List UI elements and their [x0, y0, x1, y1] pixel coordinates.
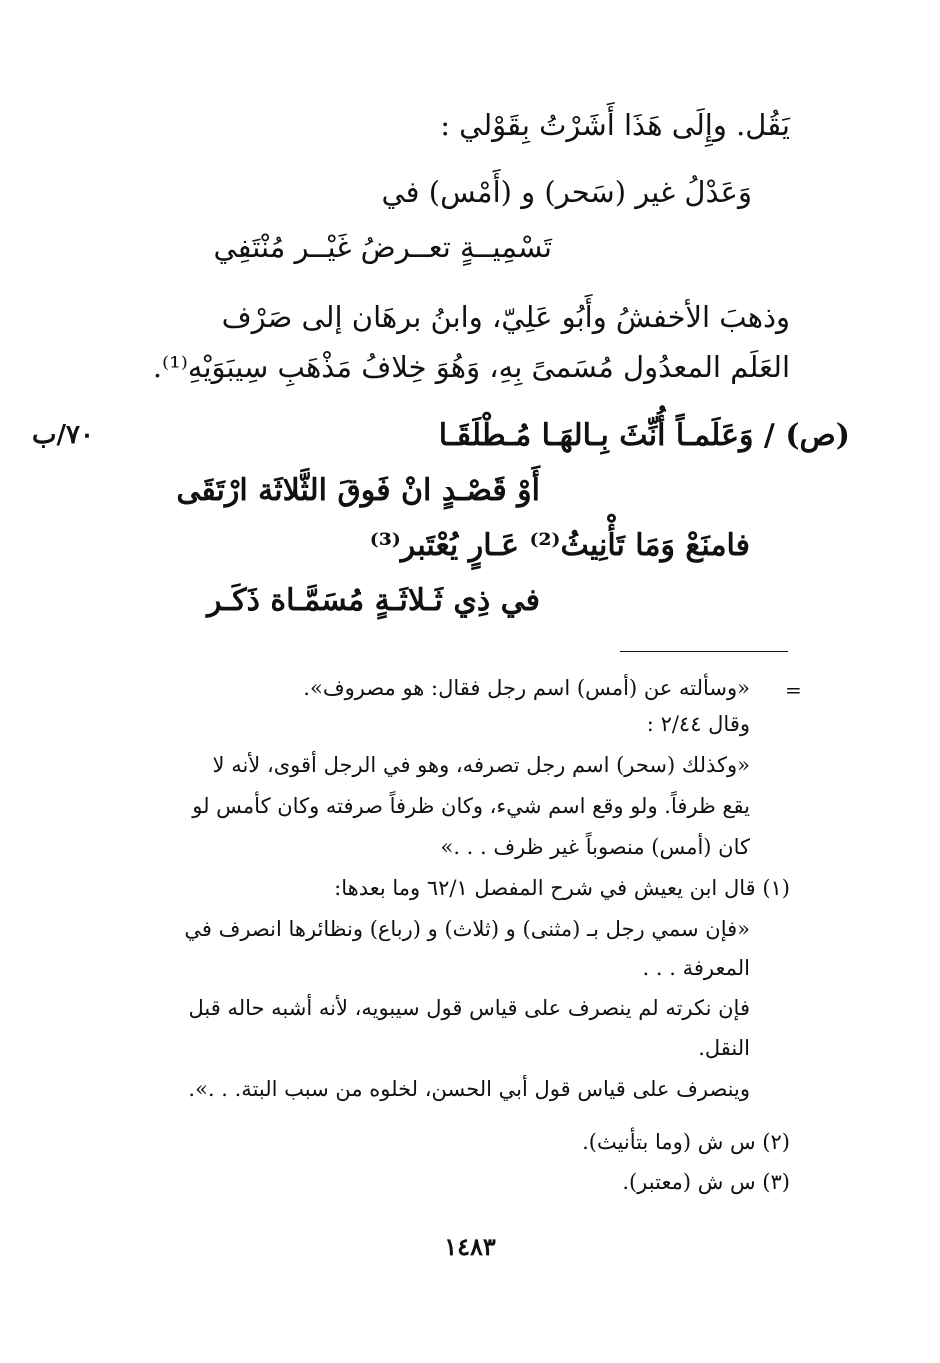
page-number: ١٤٨٣: [444, 1232, 496, 1261]
footnote-line-1: «وسألته عن (أمس) اسم رجل فقال: هو مصروف».: [303, 676, 750, 700]
body-paragraph-line-2: العَلَم المعدُول مُسَمىً بِهِ، وَهُوَ خِلافُ مَذْهَبِ سِيبَوَيْهِ⁽¹⁾.: [152, 350, 790, 384]
footnote-line-6: (١) قال ابن يعيش في شرح المفصل ٦٢/١ وما بعدها:: [334, 876, 790, 900]
verse-1-second-hemistich: تَسْمِيــةٍ تعــرضُ غَيْــر مُنْتَفِي: [213, 230, 552, 264]
verse-2-line-2: أَوْ قَصْـدٍ انْ فَوقَ الثَّلاثَة ارْتَقَى: [176, 473, 540, 508]
footnote-line-4: يقع ظرفاً. ولو وقع اسم شيء، وكان ظرفاً صرفته وكان كأمس لو: [192, 794, 750, 818]
folio-margin-note: ٧٠/ب: [32, 420, 94, 450]
verse-3-line-1: فامنَعْ وَمَا تَأْنِيثُ⁽²⁾ عَـارٍ يُعْتَبر⁽³⁾: [369, 528, 750, 563]
verse-1-first-hemistich: وَعَدْلُ غير (سَحر) و (أَمْس) في: [381, 175, 752, 209]
footnote-line-9: فإن نكرته لم ينصرف على قياس قول سيبويه، لأنه أشبه حاله قبل: [188, 996, 750, 1020]
verse-2-line-1: (ص) / وَعَلَمـاً أُنِّثَ بِـالهَـا مُـطْلَقَـا: [438, 418, 850, 453]
footnote-line-10: النقل.: [698, 1036, 750, 1060]
footnote-line-13: (٣) س ش (معتبر).: [622, 1170, 790, 1194]
footnote-line-3: «وكذلك (سحر) اسم رجل تصرفه، وهو في الرجل أقوى، لأنه لا: [212, 753, 750, 777]
verse-3-line-2: في ذِي ثَـلاثَـةٍ مُسَمَّـاة ذَكَـر: [206, 583, 540, 618]
footnote-line-8: المعرفة . . .: [642, 956, 750, 980]
footnote-line-12: (٢) س ش (وما بتأنيث).: [582, 1130, 790, 1154]
footnote-line-5: كان (أمس) منصوباً غير ظرف . . .»: [440, 835, 750, 859]
footnote-separator: [620, 651, 788, 652]
continuation-mark: =: [785, 678, 802, 702]
footnote-line-7: «فإن سمي رجل بـ (مثنى) و (ثلاث) و (رباع) ونظائرها انصرف في: [184, 917, 750, 941]
body-line-1: يَقُل. وإِلَى هَذَا أَشَرْتُ بِقَوْلي :: [440, 108, 790, 142]
footnote-line-11: وينصرف على قياس قول أبي الحسن، لخلوه من سبب البتة. . .».: [188, 1077, 750, 1101]
footnote-line-2: وقال ٢/٤٤ :: [646, 712, 750, 736]
body-paragraph-line-1: وذهبَ الأخفشُ وأَبُو عَلِيّ، وابنُ برهَان إلى صَرْف: [221, 300, 790, 334]
